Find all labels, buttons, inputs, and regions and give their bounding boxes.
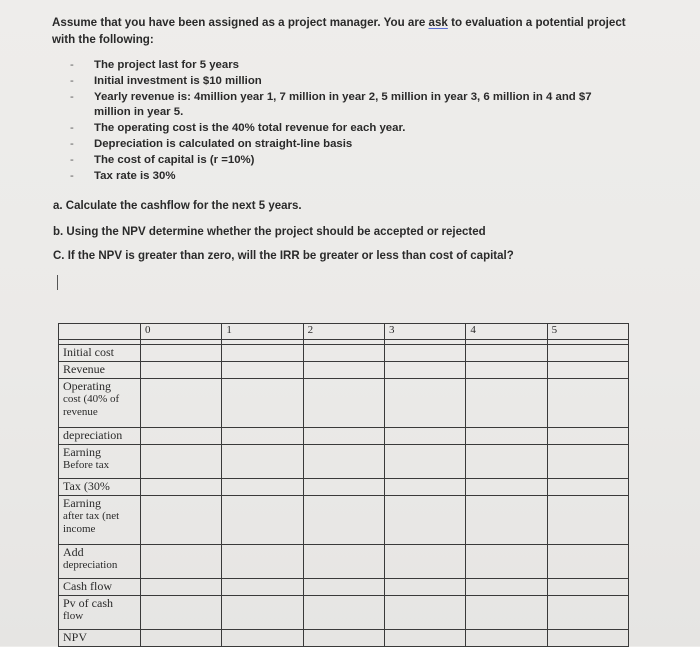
value-cell[interactable] — [384, 362, 465, 379]
row-label-line: Pv of cash — [63, 596, 113, 610]
value-cell[interactable] — [222, 545, 303, 579]
row-label — [59, 479, 141, 496]
value-cell[interactable] — [384, 345, 465, 362]
value-cell[interactable] — [466, 428, 547, 445]
value-cell[interactable] — [303, 630, 384, 647]
value-cell[interactable] — [222, 630, 303, 647]
assumption-item: - Depreciation is calculated on straight-line basis — [68, 137, 628, 153]
year-header: 5 — [547, 324, 628, 340]
assumption-item: - The operating cost is the 40% total revenue for each year. — [68, 121, 628, 137]
value-cell[interactable] — [222, 579, 303, 596]
value-cell[interactable] — [303, 545, 384, 579]
value-cell[interactable] — [384, 428, 465, 445]
value-cell[interactable] — [303, 345, 384, 362]
value-cell[interactable] — [222, 362, 303, 379]
year-header: 0 — [141, 324, 222, 340]
row-label — [59, 545, 141, 579]
table-header-row — [59, 324, 629, 340]
table-row — [59, 579, 629, 596]
row-label — [59, 362, 141, 379]
row-label — [59, 428, 141, 445]
row-label-line: depreciation — [63, 428, 123, 442]
row-label — [59, 496, 141, 545]
value-cell[interactable] — [384, 379, 465, 428]
value-cell[interactable] — [141, 630, 222, 647]
table-row — [59, 345, 629, 362]
value-cell[interactable] — [547, 345, 628, 362]
row-label — [59, 630, 141, 647]
row-label-line: after tax (net — [63, 510, 120, 522]
row-label-line: NPV — [63, 630, 88, 644]
table-row — [59, 496, 629, 545]
row-label-line: cost (40% of — [63, 393, 120, 405]
value-cell[interactable] — [384, 579, 465, 596]
value-cell[interactable] — [466, 496, 547, 545]
table-row — [59, 428, 629, 445]
table-row — [59, 596, 629, 630]
cashflow-table — [58, 323, 629, 647]
row-label-line: Earning — [63, 496, 101, 510]
row-label — [59, 345, 141, 362]
value-cell[interactable] — [222, 596, 303, 630]
value-cell[interactable] — [303, 496, 384, 545]
value-cell[interactable] — [466, 579, 547, 596]
table-row — [59, 445, 629, 479]
value-cell[interactable] — [141, 496, 222, 545]
intro-text-1: Assume that you have been assigned as a project manager. You are — [52, 16, 429, 29]
table-row — [59, 630, 629, 647]
value-cell[interactable] — [303, 579, 384, 596]
value-cell[interactable] — [466, 545, 547, 579]
table-row — [59, 545, 629, 579]
question-c: C. If the NPV is greater than zero, will the IRR be greater or less than cost of capital? — [53, 250, 514, 262]
row-label-line: Before tax — [63, 459, 110, 471]
row-label-line: Add — [63, 545, 84, 559]
row-label-line: Revenue — [63, 362, 105, 376]
row-label — [59, 596, 141, 630]
assumption-item: - Tax rate is 30% — [68, 169, 628, 185]
value-cell[interactable] — [303, 596, 384, 630]
year-header: 2 — [303, 324, 384, 340]
intro-text-2: to evaluation a potential project with the following: — [52, 16, 626, 46]
table-row — [59, 479, 629, 496]
assumption-list — [68, 58, 628, 184]
value-cell[interactable] — [384, 496, 465, 545]
value-cell[interactable] — [547, 545, 628, 579]
value-cell[interactable] — [141, 362, 222, 379]
value-cell[interactable] — [466, 630, 547, 647]
row-label-line: revenue — [63, 406, 98, 418]
assumption-item: - The project last for 5 years — [68, 58, 628, 74]
value-cell[interactable] — [466, 479, 547, 496]
value-cell[interactable] — [547, 630, 628, 647]
value-cell[interactable] — [222, 345, 303, 362]
value-cell[interactable] — [141, 545, 222, 579]
value-cell[interactable] — [222, 496, 303, 545]
question-b: b. Using the NPV determine whether the project should be accepted or rejected — [53, 226, 486, 238]
value-cell[interactable] — [141, 428, 222, 445]
value-cell[interactable] — [547, 362, 628, 379]
assumption-item: - Yearly revenue is: 4million year 1, 7 million in year 2, 5 million in year 3, 6 million in 4 and $7 million in year 5. — [68, 90, 628, 122]
value-cell[interactable] — [547, 579, 628, 596]
value-cell[interactable] — [547, 496, 628, 545]
value-cell[interactable] — [384, 596, 465, 630]
year-header: 4 — [466, 324, 547, 340]
row-label-line: depreciation — [63, 559, 118, 571]
row-label — [59, 379, 141, 428]
header-blank-cell — [59, 324, 141, 340]
row-label-line: flow — [63, 610, 84, 622]
value-cell[interactable] — [303, 445, 384, 479]
assumption-item: - The cost of capital is (r =10%) — [68, 153, 628, 169]
value-cell[interactable] — [141, 579, 222, 596]
value-cell[interactable] — [303, 362, 384, 379]
row-label — [59, 579, 141, 596]
row-label-line: Initial cost — [63, 345, 114, 359]
value-cell[interactable] — [547, 445, 628, 479]
value-cell[interactable] — [141, 445, 222, 479]
value-cell[interactable] — [303, 379, 384, 428]
value-cell[interactable] — [547, 428, 628, 445]
value-cell[interactable] — [141, 479, 222, 496]
text-cursor — [57, 275, 58, 290]
row-label-line: Earning — [63, 445, 101, 459]
value-cell[interactable] — [384, 545, 465, 579]
row-label-line: income — [63, 523, 96, 535]
value-cell[interactable] — [547, 479, 628, 496]
value-cell[interactable] — [384, 445, 465, 479]
year-header: 1 — [222, 324, 303, 340]
value-cell[interactable] — [466, 379, 547, 428]
value-cell[interactable] — [384, 479, 465, 496]
value-cell[interactable] — [303, 479, 384, 496]
value-cell[interactable] — [547, 596, 628, 630]
row-label — [59, 445, 141, 479]
value-cell[interactable] — [466, 445, 547, 479]
table-row — [59, 379, 629, 428]
value-cell[interactable] — [141, 379, 222, 428]
row-label-line: Operating — [63, 379, 111, 393]
intro-ask-word: ask — [428, 16, 448, 29]
table-row — [59, 362, 629, 379]
year-header: 3 — [384, 324, 465, 340]
value-cell[interactable] — [222, 428, 303, 445]
row-label-line: Tax (30% — [63, 479, 110, 493]
value-cell[interactable] — [466, 345, 547, 362]
value-cell[interactable] — [466, 362, 547, 379]
question-a: a. Calculate the cashflow for the next 5 years. — [53, 200, 302, 212]
value-cell[interactable] — [466, 596, 547, 630]
value-cell[interactable] — [141, 596, 222, 630]
value-cell[interactable] — [547, 379, 628, 428]
value-cell[interactable] — [384, 630, 465, 647]
value-cell[interactable] — [222, 379, 303, 428]
value-cell[interactable] — [222, 445, 303, 479]
value-cell[interactable] — [141, 345, 222, 362]
problem-intro — [52, 14, 652, 48]
row-label-line: Cash flow — [63, 579, 112, 593]
value-cell[interactable] — [303, 428, 384, 445]
assumption-item: - Initial investment is $10 million — [68, 74, 628, 90]
value-cell[interactable] — [222, 479, 303, 496]
